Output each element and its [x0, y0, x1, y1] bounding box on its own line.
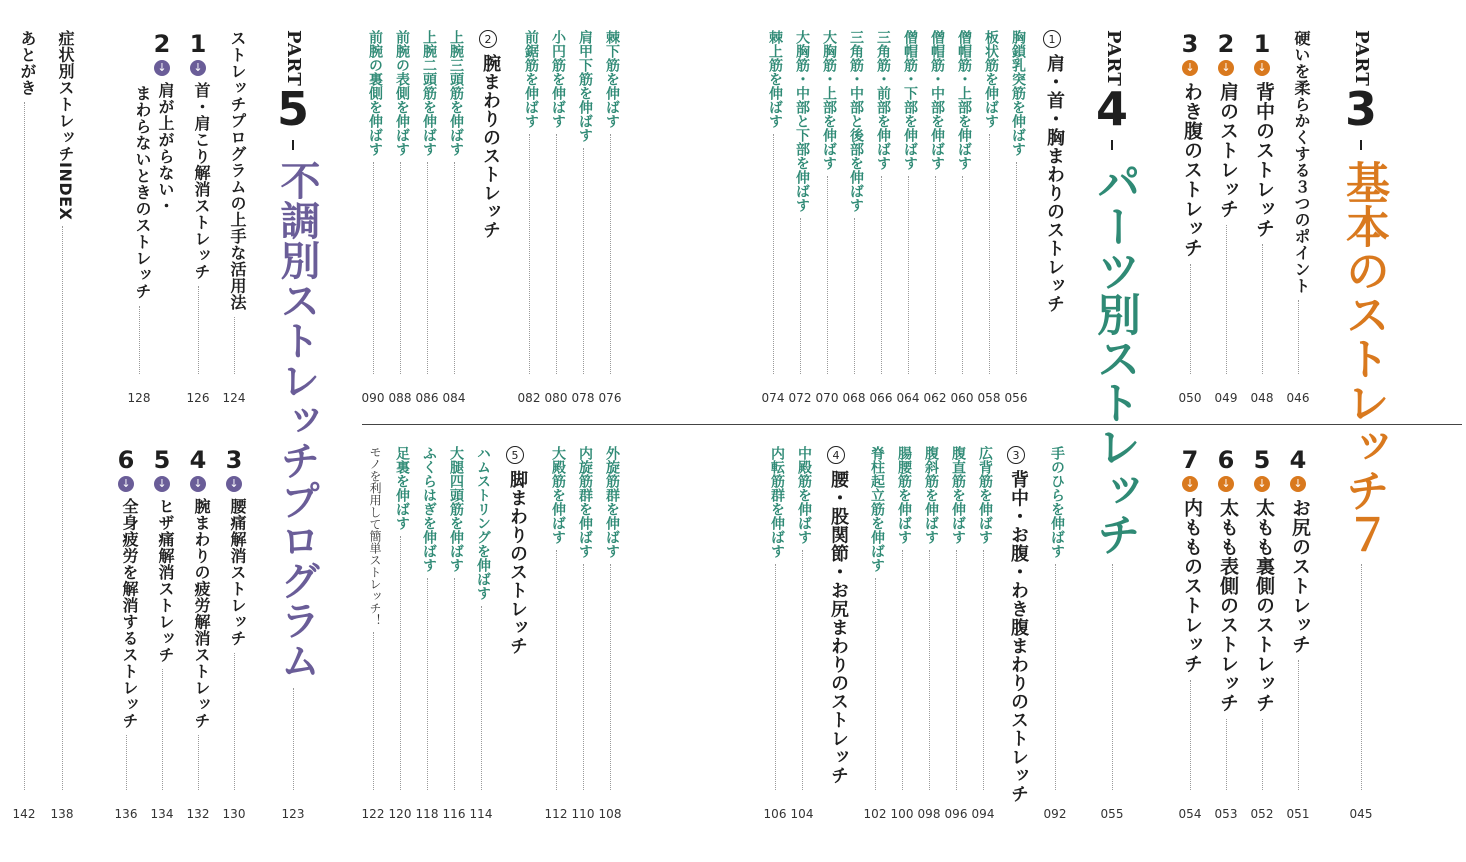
p3-item-6-page[interactable]: 053 [1214, 807, 1238, 821]
p4-sec3-item-5-leader [875, 578, 876, 790]
p5-item-2-title: 肩が上がらない・ [156, 82, 175, 214]
p4-sec5-item-3-page[interactable]: 112 [544, 807, 568, 821]
p4-sec1-item-4: 僧帽筋・中部を伸ばす [929, 30, 945, 170]
index-leader [62, 226, 63, 790]
arrow-down-icon: ↓ [1254, 60, 1270, 76]
p4-sec3-item-4-leader [902, 550, 903, 790]
p4-sec5-item-4-leader [481, 606, 482, 790]
afterword-title: あとがき [18, 30, 37, 96]
p4-sec1-item-7-leader [854, 218, 855, 374]
p5-item-6-number: 6 [117, 446, 135, 474]
p4-sec3-item-3: 腹斜筋を伸ばす [923, 446, 939, 544]
p3-item-7-number: 7 [1181, 446, 1199, 474]
p4-sec1-item-9-page[interactable]: 072 [788, 391, 812, 405]
p4-sec1-sub-3-page[interactable]: 080 [544, 391, 568, 405]
p4-sec1-item-1-leader [1016, 162, 1017, 374]
arrow-down-icon: ↓ [190, 476, 206, 492]
p5-item-3-title: 腰痛解消ストレッチ [228, 498, 247, 647]
p4-sec3-item-1-leader [983, 550, 984, 790]
p5-item-4-leader [198, 735, 199, 790]
p4-sec5-item-7-page[interactable]: 120 [388, 807, 412, 821]
p4-sec1-item-2: 板状筋を伸ばす [983, 30, 999, 128]
section-divider [362, 424, 1462, 425]
p4-hand-page[interactable]: 092 [1043, 807, 1067, 821]
arrow-down-icon: ↓ [154, 60, 170, 76]
p4-sec5-title: 脚まわりのストレッチ [507, 470, 528, 655]
p3-item-2-leader [1226, 225, 1227, 374]
arrow-down-icon: ↓ [1182, 476, 1198, 492]
p3-item-2-number: 2 [1217, 30, 1235, 58]
p4-sec3-item-2-page[interactable]: 096 [944, 807, 968, 821]
p3-item-7-title: 内もものストレッチ [1181, 498, 1203, 674]
p3-item-6-title: 太もも表側のストレッチ [1217, 498, 1239, 713]
arrow-down-icon: ↓ [118, 476, 134, 492]
p4-sec1-item-8-leader [827, 176, 828, 374]
p3-item-4-page[interactable]: 051 [1286, 807, 1310, 821]
p5-item-2-number: 2 [153, 30, 171, 58]
p4-sec1-item-10-leader [773, 134, 774, 374]
part4-label: PART [1103, 30, 1124, 87]
p4-sec3-item-3-page[interactable]: 098 [917, 807, 941, 821]
p5-intro: ストレッチプログラムの上手な活用法 [228, 30, 247, 311]
p3-item-5-title: 太もも裏側のストレッチ [1253, 498, 1275, 713]
p4-mono-leader [373, 632, 374, 790]
p4-sec1-item-6-page[interactable]: 066 [869, 391, 893, 405]
part5-title: 不調別ストレッチプログラム [274, 160, 320, 680]
part4-bar [1111, 140, 1113, 150]
p5-item-2-title-line2: まわらないときのストレッチ [133, 85, 152, 300]
p4-sec5-item-5-leader [454, 578, 455, 790]
p4-sec1-number: 1 [1043, 30, 1061, 48]
p3-item-5-number: 5 [1253, 446, 1271, 474]
p3-item-7-page[interactable]: 054 [1178, 807, 1202, 821]
p4-sec1-item-7: 三角筋・中部と後部を伸ばす [848, 30, 864, 212]
p4-mono: モノを利用して簡単ストレッチ！ [368, 446, 382, 626]
p4-sec5-item-3: 大殿筋を伸ばす [550, 446, 566, 544]
p4-sec3-number: 3 [1007, 446, 1025, 464]
p4-sec1-item-1: 胸鎖乳突筋を伸ばす [1010, 30, 1026, 156]
part3-number: 3 [1344, 82, 1378, 136]
p5-item-5-leader [162, 669, 163, 790]
p4-sec1-sub-4-leader [529, 134, 530, 374]
p3-item-3-leader [1190, 264, 1191, 374]
p4-sec2-number: 2 [479, 30, 497, 48]
p3-item-3-number: 3 [1181, 30, 1199, 58]
p3-item-6-number: 6 [1217, 446, 1235, 474]
p4-sec3-item-5-page[interactable]: 102 [863, 807, 887, 821]
p4-sec1-sub-2-leader [583, 148, 584, 374]
p4-sec5-item-2-leader [583, 564, 584, 790]
p4-sec3-title: 背中・お腹・わき腹まわりのストレッチ [1008, 470, 1029, 803]
p5-item-5-number: 5 [153, 446, 171, 474]
p4-sec1-item-3-leader [962, 176, 963, 374]
p4-sec1-item-9: 大胸筋・中部と下部を伸ばす [794, 30, 810, 212]
p4-sec2-item-1-leader [454, 162, 455, 374]
p4-sec5-item-1-page[interactable]: 108 [598, 807, 622, 821]
p4-sec5-item-6: ふくらはぎを伸ばす [421, 446, 437, 572]
p4-sec5-item-6-page[interactable]: 118 [415, 807, 439, 821]
p4-sec2-item-2-page[interactable]: 086 [415, 391, 439, 405]
p3-item-4-leader [1298, 660, 1299, 790]
p4-sec1-sub-1-page[interactable]: 076 [598, 391, 622, 405]
p4-sec1-sub-2: 肩甲下筋を伸ばす [577, 30, 593, 142]
p4-sec3-item-1-page[interactable]: 094 [971, 807, 995, 821]
part3-title: 基本のストレッチ７ [1338, 160, 1389, 556]
p4-hand-leader [1055, 564, 1056, 790]
p4-sec1-item-2-page[interactable]: 058 [977, 391, 1001, 405]
p3-intro-leader [1298, 300, 1299, 374]
p3-item-6-leader [1226, 719, 1227, 790]
p3-item-4-title: お尻のストレッチ [1289, 498, 1311, 654]
p3-item-3-title: わき腹のストレッチ [1181, 82, 1203, 258]
p3-item-3-page[interactable]: 050 [1178, 391, 1202, 405]
part4-number: 4 [1095, 82, 1129, 136]
p3-item-2-page[interactable]: 049 [1214, 391, 1238, 405]
p4-sec4-title: 腰・股関節・お尻まわりのストレッチ [828, 470, 849, 785]
p4-sec5-item-5: 大腿四頭筋を伸ばす [448, 446, 464, 572]
p4-sec1-sub-2-page[interactable]: 078 [571, 391, 595, 405]
p4-sec5-number: 5 [506, 446, 524, 464]
p4-sec1-item-5-leader [908, 176, 909, 374]
p3-item-2-title: 肩のストレッチ [1217, 82, 1239, 219]
p5-item-1-title: 首・肩こり解消ストレッチ [192, 82, 211, 280]
p4-sec5-item-3-leader [556, 550, 557, 790]
arrow-down-icon: ↓ [154, 476, 170, 492]
p5-item-2-page[interactable]: 128 [127, 391, 151, 405]
part5-bar [292, 140, 294, 150]
p4-sec1-item-8: 大胸筋・上部を伸ばす [821, 30, 837, 170]
part4-leader [1112, 564, 1113, 790]
p4-sec2-item-4: 前腕の裏側を伸ばす [367, 30, 383, 156]
arrow-down-icon: ↓ [1290, 476, 1306, 492]
p5-item-3-page[interactable]: 130 [222, 807, 246, 821]
p4-mono-page[interactable]: 122 [361, 807, 385, 821]
index-page[interactable]: 138 [50, 807, 74, 821]
p4-sec4-item-2-leader [775, 564, 776, 790]
p4-sec1-item-5-page[interactable]: 064 [896, 391, 920, 405]
part5-number: 5 [276, 82, 310, 136]
p5-item-6-title: 全身疲労を解消するストレッチ [120, 498, 139, 729]
p3-item-4-number: 4 [1289, 446, 1307, 474]
p5-item-3-leader [234, 653, 235, 790]
p5-item-3-number: 3 [225, 446, 243, 474]
p5-item-4-title: 腕まわりの疲労解消ストレッチ [192, 498, 211, 729]
p4-sec1-sub-3: 小円筋を伸ばす [550, 30, 566, 128]
part5-page[interactable]: 123 [281, 807, 305, 821]
p5-item-4-page[interactable]: 132 [186, 807, 210, 821]
p4-sec1-item-5: 僧帽筋・下部を伸ばす [902, 30, 918, 170]
p3-intro: 硬いを柔らかくする３つのポイント [1292, 30, 1311, 294]
p4-sec4-item-1-page[interactable]: 104 [790, 807, 814, 821]
p3-item-5-page[interactable]: 052 [1250, 807, 1274, 821]
afterword-leader [24, 102, 25, 790]
p4-sec1-item-4-leader [935, 176, 936, 374]
afterword-page[interactable]: 142 [12, 807, 36, 821]
p4-sec1-item-1-page[interactable]: 056 [1004, 391, 1028, 405]
p5-intro-page[interactable]: 124 [222, 391, 246, 405]
p4-sec1-sub-1: 棘下筋を伸ばす [604, 30, 620, 128]
p4-sec1-sub-4: 前鋸筋を伸ばす [523, 30, 539, 128]
part3-leader [1361, 564, 1362, 790]
p4-sec1-item-10: 棘上筋を伸ばす [767, 30, 783, 128]
p4-sec2-item-2-leader [427, 162, 428, 374]
p4-sec5-item-1: 外旋筋群を伸ばす [604, 446, 620, 558]
p3-item-1-number: 1 [1253, 30, 1271, 58]
p3-item-7-leader [1190, 680, 1191, 790]
p4-sec5-item-2-page[interactable]: 110 [571, 807, 595, 821]
p4-sec3-item-4-page[interactable]: 100 [890, 807, 914, 821]
p4-sec5-item-5-page[interactable]: 116 [442, 807, 466, 821]
p5-item-5-title: ヒザ痛解消ストレッチ [156, 498, 175, 663]
p4-sec2-item-3-page[interactable]: 088 [388, 391, 412, 405]
part4-title: パーツ別ストレッチ [1089, 160, 1140, 556]
arrow-down-icon: ↓ [226, 476, 242, 492]
p4-sec3-item-3-leader [929, 550, 930, 790]
p4-sec4-number: 4 [827, 446, 845, 464]
p4-sec3-item-2-leader [956, 550, 957, 790]
p4-sec4-item-2: 内転筋群を伸ばす [769, 446, 785, 558]
p5-item-6-leader [126, 735, 127, 790]
p5-item-1-page[interactable]: 126 [186, 391, 210, 405]
p5-item-1-leader [198, 286, 199, 374]
p3-item-5-leader [1262, 719, 1263, 790]
p4-sec1-item-2-leader [989, 134, 990, 374]
p4-sec1-title: 肩・首・胸まわりのストレッチ [1044, 54, 1065, 313]
p4-sec1-sub-1-leader [610, 134, 611, 374]
part3-label: PART [1351, 30, 1372, 87]
p4-sec5-item-2: 内旋筋群を伸ばす [577, 446, 593, 558]
p5-item-1-number: 1 [189, 30, 207, 58]
p4-sec1-item-6-leader [881, 176, 882, 374]
p4-sec2-item-2: 上腕二頭筋を伸ばす [421, 30, 437, 156]
p4-sec1-sub-4-page[interactable]: 082 [517, 391, 541, 405]
p4-sec2-item-4-page[interactable]: 090 [361, 391, 385, 405]
p4-sec1-item-9-leader [800, 218, 801, 374]
p4-sec1-item-3: 僧帽筋・上部を伸ばす [956, 30, 972, 170]
p4-sec5-item-4-page[interactable]: 114 [469, 807, 493, 821]
p4-hand: 手のひらを伸ばす [1049, 446, 1065, 558]
p3-item-1-title: 背中のストレッチ [1253, 82, 1275, 238]
p5-item-2-leader [139, 306, 140, 374]
p4-sec3-item-1: 広背筋を伸ばす [977, 446, 993, 544]
p5-item-6-page[interactable]: 136 [114, 807, 138, 821]
p4-sec3-item-2: 腹直筋を伸ばす [950, 446, 966, 544]
p4-sec4-item-2-page[interactable]: 106 [763, 807, 787, 821]
p4-sec2-item-1-page[interactable]: 084 [442, 391, 466, 405]
p4-sec4-item-1-leader [802, 550, 803, 790]
arrow-down-icon: ↓ [1218, 60, 1234, 76]
p5-item-4-number: 4 [189, 446, 207, 474]
p4-sec5-item-6-leader [427, 578, 428, 790]
arrow-down-icon: ↓ [1182, 60, 1198, 76]
p4-sec5-item-7: 足裏を伸ばす [394, 446, 410, 530]
p4-sec1-sub-3-leader [556, 134, 557, 374]
p4-sec3-item-4: 腸腰筋を伸ばす [896, 446, 912, 544]
p3-item-1-page[interactable]: 048 [1250, 391, 1274, 405]
p4-sec2-item-3: 前腕の表側を伸ばす [394, 30, 410, 156]
p4-sec5-item-1-leader [610, 564, 611, 790]
p4-sec3-item-5: 脊柱起立筋を伸ばす [869, 446, 885, 572]
p5-item-5-page[interactable]: 134 [150, 807, 174, 821]
part5-label: PART [283, 30, 304, 87]
p4-sec5-item-7-leader [400, 536, 401, 790]
part3-bar [1360, 140, 1362, 150]
arrow-down-icon: ↓ [190, 60, 206, 76]
p3-item-1-leader [1262, 244, 1263, 374]
p4-sec1-item-10-page[interactable]: 074 [761, 391, 785, 405]
p5-intro-leader [234, 317, 235, 374]
p4-sec1-item-8-page[interactable]: 070 [815, 391, 839, 405]
p4-sec1-item-7-page[interactable]: 068 [842, 391, 866, 405]
part5-leader [293, 688, 294, 790]
arrow-down-icon: ↓ [1254, 476, 1270, 492]
p4-sec4-item-1: 中殿筋を伸ばす [796, 446, 812, 544]
p4-sec1-item-3-page[interactable]: 060 [950, 391, 974, 405]
p4-sec5-item-4: ハムストリングを伸ばす [475, 446, 491, 600]
part4-page[interactable]: 055 [1100, 807, 1124, 821]
part3-page[interactable]: 045 [1349, 807, 1373, 821]
p3-intro-page[interactable]: 046 [1286, 391, 1310, 405]
arrow-down-icon: ↓ [1218, 476, 1234, 492]
p4-sec1-item-4-page[interactable]: 062 [923, 391, 947, 405]
p4-sec2-title: 腕まわりのストレッチ [480, 54, 501, 239]
index-title: 症状別ストレッチINDEX [56, 30, 75, 221]
p4-sec2-item-1: 上腕三頭筋を伸ばす [448, 30, 464, 156]
p4-sec1-item-6: 三角筋・前部を伸ばす [875, 30, 891, 170]
p4-sec2-item-3-leader [400, 162, 401, 374]
p4-sec2-item-4-leader [373, 162, 374, 374]
